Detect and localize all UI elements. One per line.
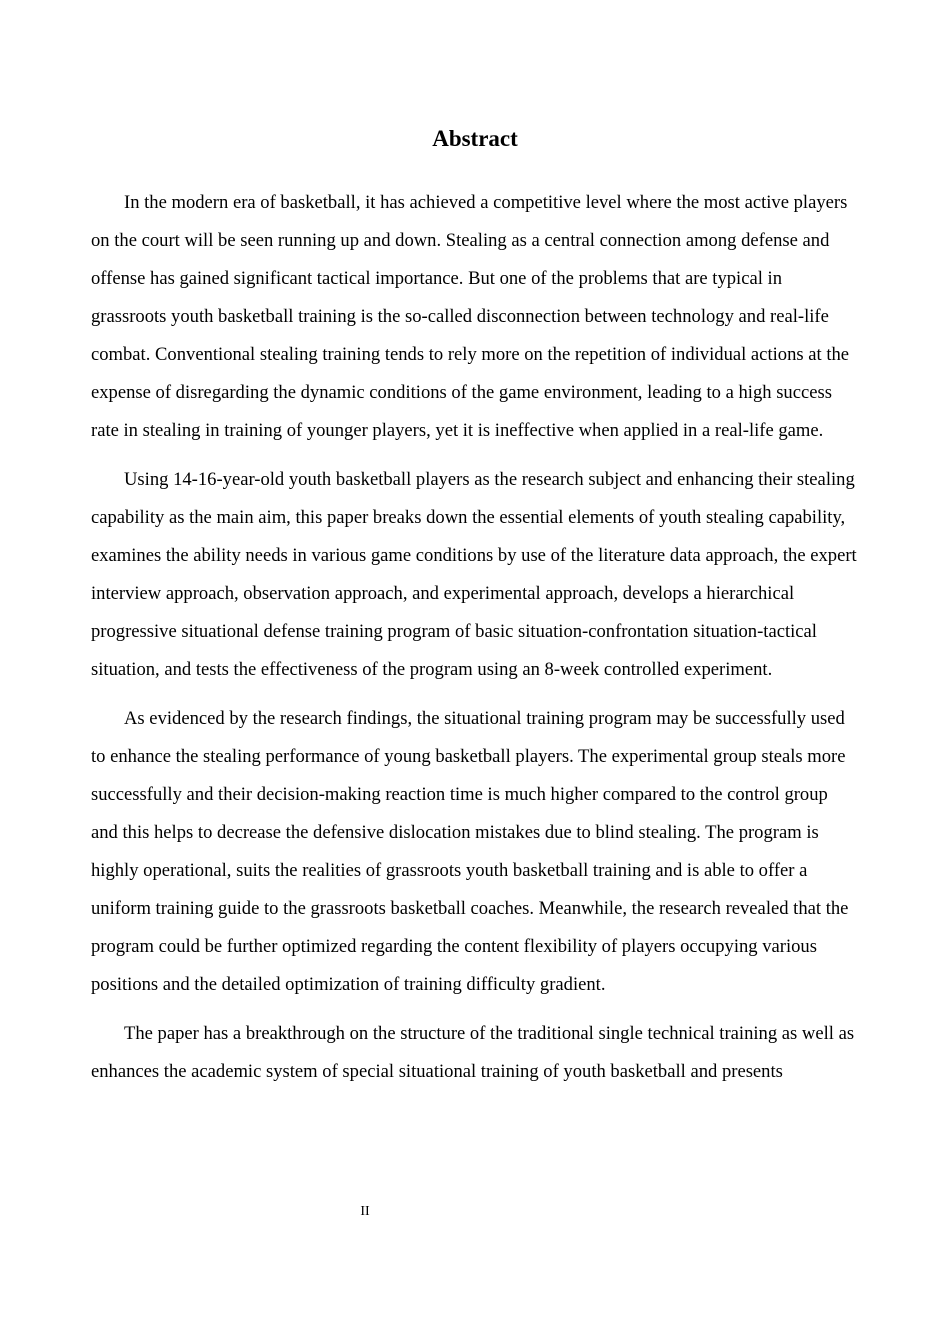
abstract-paragraph-3: As evidenced by the research findings, the situational training program may be successfully used to enhance the stealing performance of young basketball players. The experimental group steals more successfully and their decision-making reaction time is much higher compared to the control group and this helps to decrease the defensive dislocation mistakes due to blind stealing. The program is highly operational, suits the realities of grassroots youth basketball training and is able to offer a uniform training guide to the grassroots basketball coaches. Meanwhile, the research revealed that the program could be further optimized regarding the content flexibility of players occupying various positions and the detailed optimization of training difficulty gradient. xyxy=(91,708,849,995)
abstract-paragraph-2: Using 14-16-year-old youth basketball players as the research subject and enhancing their stealing capability as the main aim, this paper breaks down the essential elements of youth stealing capability, examines the ability needs in various game conditions by use of the literature data approach, the expert interview approach, observation approach, and experimental approach, develops a hierarchical progressive situational defense training program of basic situation-confrontation situation-tactical situation, and tests the effectiveness of the program using an 8-week controlled experiment. xyxy=(91,469,857,680)
abstract-title: Abstract xyxy=(432,126,518,151)
page-number: II xyxy=(360,1204,370,1219)
abstract-paragraph-4: The paper has a breakthrough on the structure of the traditional single technical training as well as enhances the academic system of special situational training of youth basketball and presents xyxy=(91,1023,855,1082)
abstract-body xyxy=(91,184,859,1102)
abstract-paragraph-1: In the modern era of basketball, it has achieved a competitive level where the most active players on the court will be seen running up and down. Stealing as a central connection among defense and offense has gained significant tactical importance. But one of the problems that are typical in grassroots youth basketball training is the so-called disconnection between technology and real-life combat. Conventional stealing training tends to rely more on the repetition of individual actions at the expense of disregarding the dynamic conditions of the game environment, leading to a high success rate in stealing in training of younger players, yet it is ineffective when applied in a real-life game. xyxy=(91,192,850,441)
